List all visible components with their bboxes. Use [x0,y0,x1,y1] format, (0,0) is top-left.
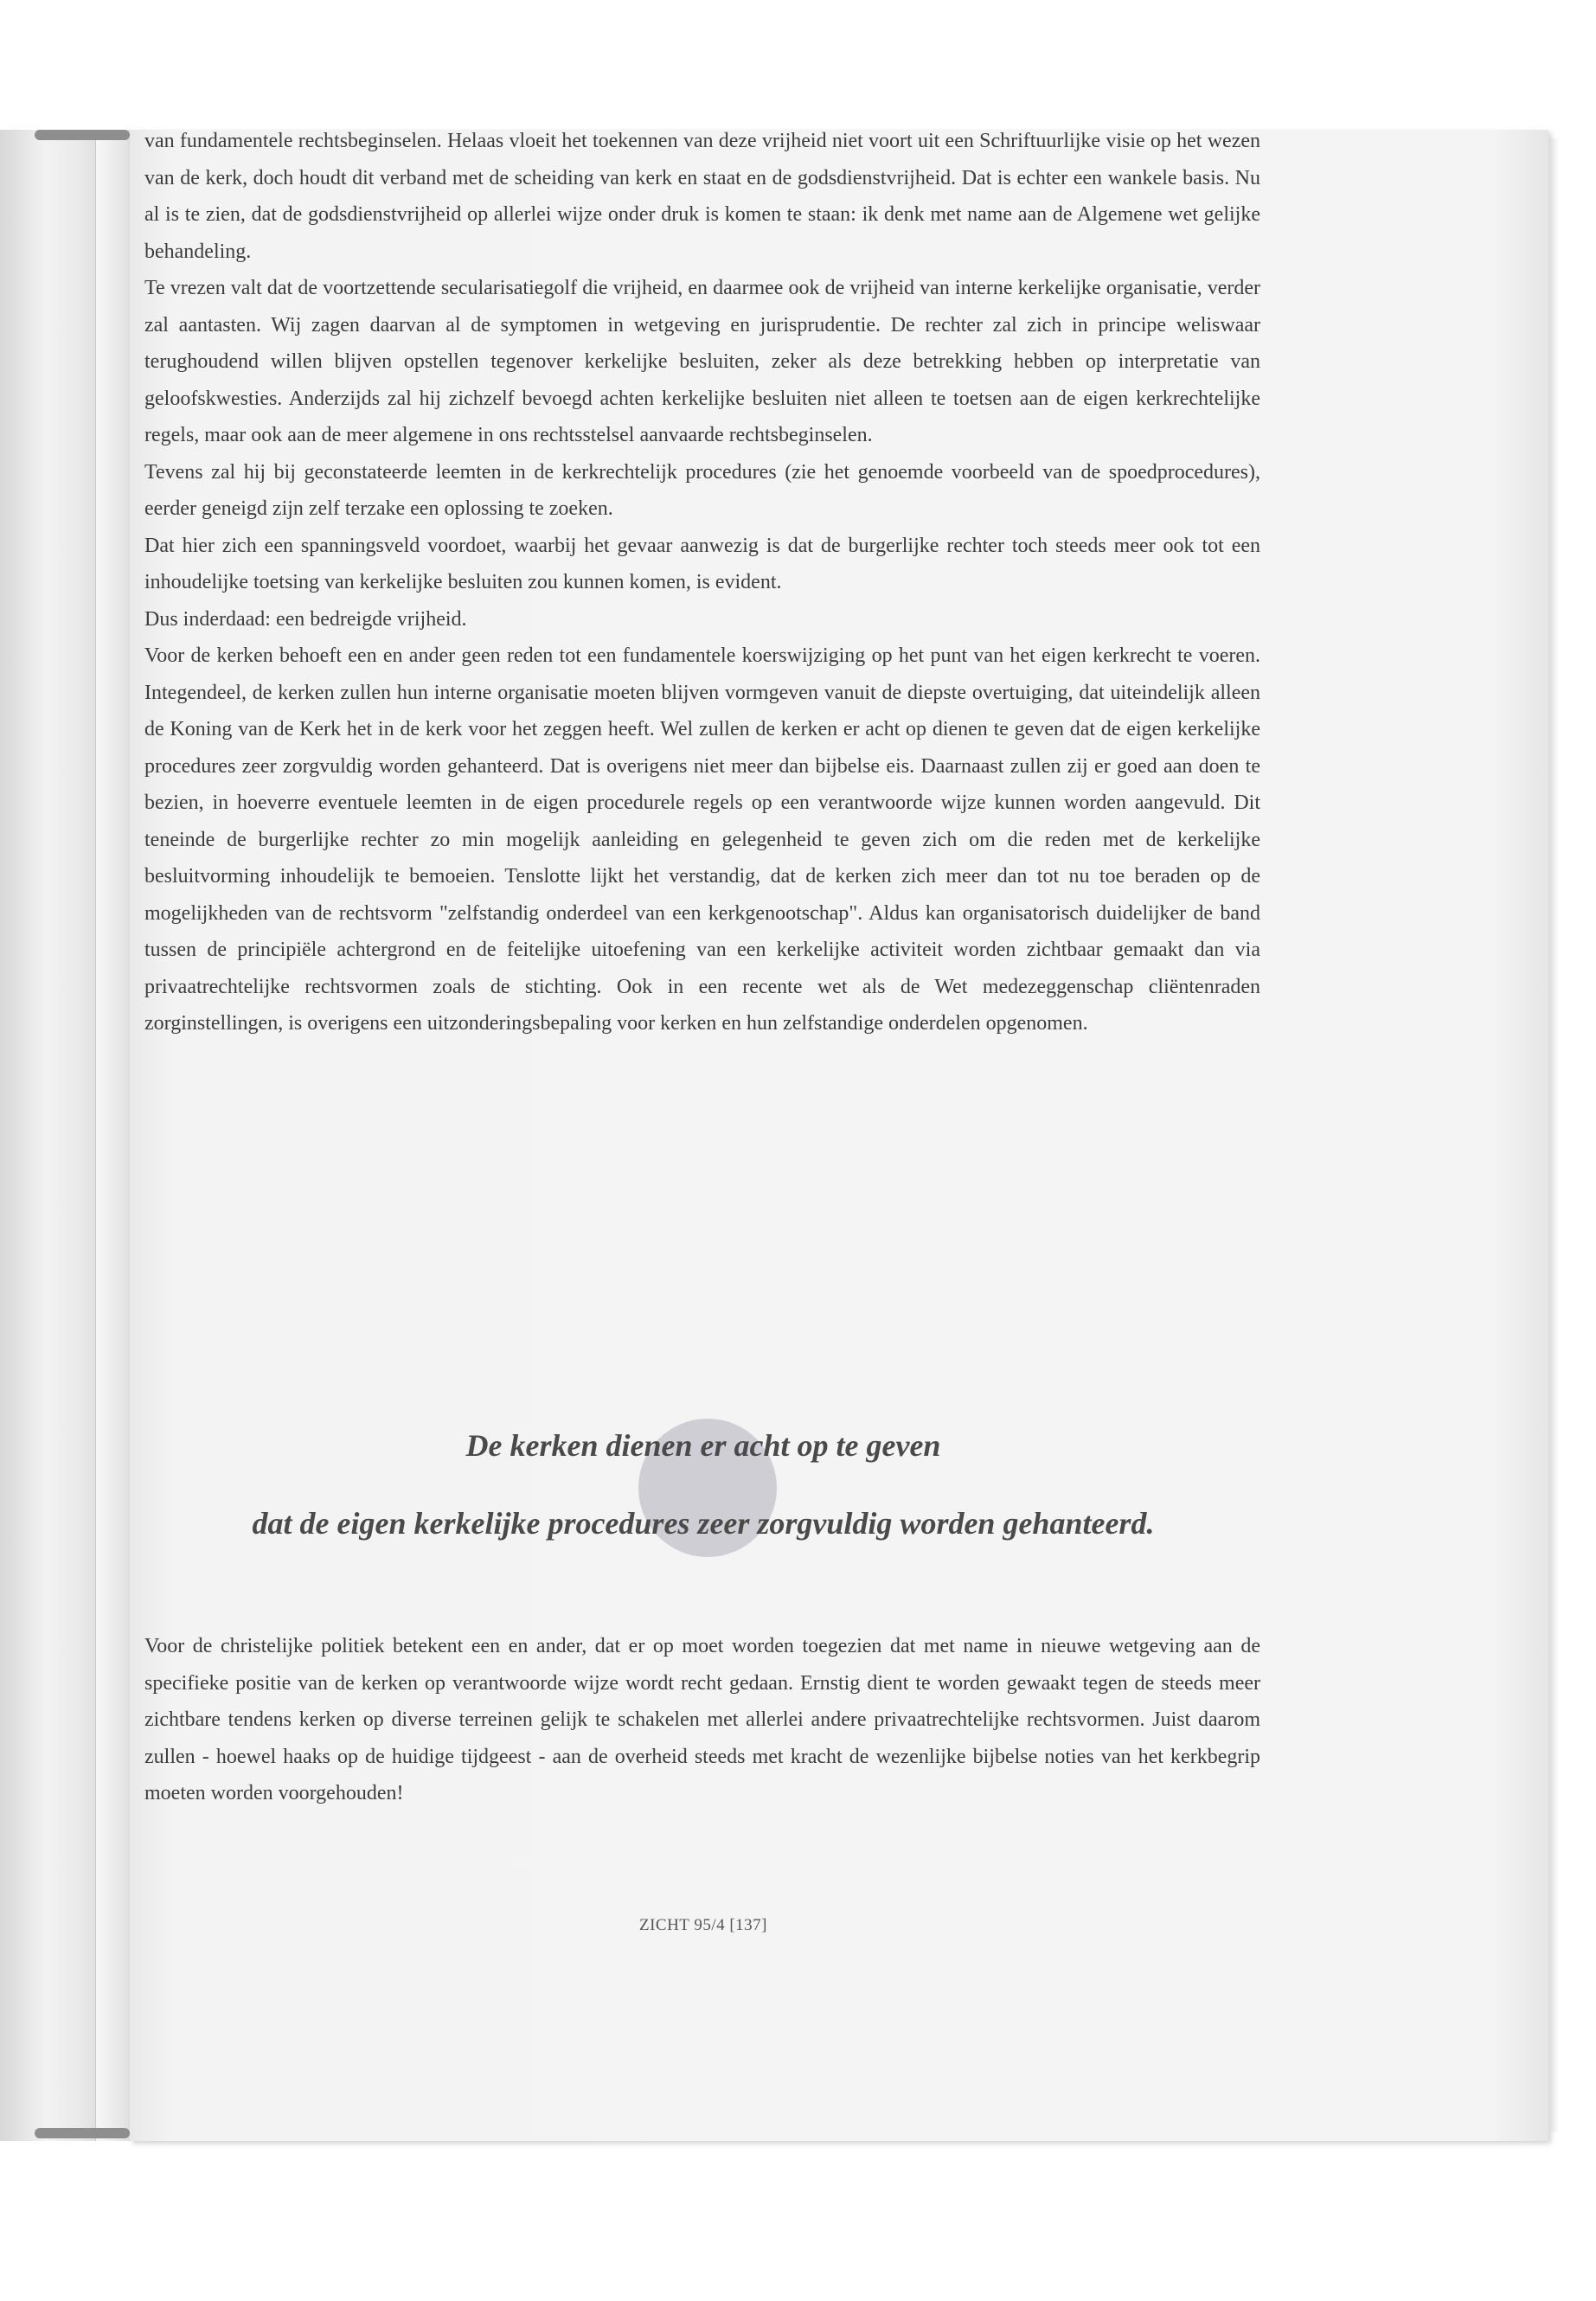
pull-quote-line-2: dat de eigen kerkelijke procedures zeer zorgvuldig worden gehanteerd. [252,1506,1155,1541]
paragraph: Tevens zal hij bij geconstateerde leemten in de kerkrechtelijk procedures (zie het genoemde voorbeeld van de spoedprocedures), eerder geneigd zijn zelf terzake een oplossing te zoeken. [144,460,1260,520]
paragraph: van fundamentele rechtsbeginselen. Helaas vloeit het toekennen van deze vrijheid niet voort uit een Schriftuurlijke visie op het wezen van de kerk, doch houdt dit verband met de scheiding van kerk en staat en de godsdienstvrijheid. Dat is echter een wankele basis. Nu al is te zien, dat de godsdienstvrijheid op allerlei wijze onder druk is komen te staan: ik denk met name aan de Algemene wet gelijke behandeling. [144,130,1260,263]
body-text [144,123,1260,1042]
paragraph: Voor de kerken behoeft een en ander geen reden tot een fundamentele koerswijziging op het punt van het eigen kerkrecht te voeren. Integendeel, de kerken zullen hun interne organisatie moeten blijven vormgeven vanuit de diepste overtuiging, dat uiteindelijk alleen de Koning van de Kerk het in de kerk voor het zeggen heeft. Wel zullen de kerken er acht op dienen te geven dat de eigen kerkelijke procedures zeer zorgvuldig worden gehanteerd. Dat is overigens niet meer dan bijbelse eis. Daarnaast zullen zij er goed aan doen te bezien, in hoeverre eventuele leemten in de eigen procedurele regels op een verantwoorde wijze kunnen worden aangevuld. Dit teneinde de burgerlijke rechter zo min mogelijk aanleiding en gelegenheid te geven zich om die reden met de kerkelijke besluitvorming inhoudelijk te bemoeien. Tenslotte lijkt het verstandig, dat de kerken zich meer dan tot nu toe beraden op de mogelijkheden van de rechtsvorm "zelfstandig onderdeel van een kerkgenootschap". Aldus kan organisatorisch duidelijker de band tussen de principiële achtergrond en de feitelijke uitoefening van een kerkelijke activiteit worden zichtbaar gemaakt dan via privaatrechtelijke rechtsvormen zoals de stichting. Ook in een recente wet als de Wet medezeggenschap cliëntenraden zorginstellingen, is overigens een uitzonderingsbepaling voor kerken en hun zelfstandige onderdelen opgenomen. [144,644,1260,1035]
closing-paragraph: Voor de christelijke politiek betekent een en ander, dat er op moet worden toegezien dat met name in nieuwe wetgeving aan de specifieke positie van de kerken op verantwoorde wijze wordt recht gedaan. Ernstig dient te worden gewaakt tegen de steeds meer zichtbare tendens kerken op diverse terreinen gelijk te schakelen met allerlei andere privaatrechtelijke rechtsvormen. Juist daarom zullen - hoewel haaks op de huidige tijdgeest - aan de overheid steeds met kracht de wezenlijke bijbelse noties van het kerkbegrip moeten worden voorgehouden! [144,1635,1260,1804]
page-footer: ZICHT 95/4 [137] [638,1916,768,1934]
binder-ring-bottom [35,2128,130,2138]
binder-spine-strip [95,130,131,2141]
paragraph: Te vrezen valt dat de voortzettende secularisatiegolf die vrijheid, en daarmee ook de vrijheid van interne kerkelijke organisatie, verder zal aantasten. Wij zagen daarvan al de symptomen in wetgeving en jurisprudentie. De rechter zal zich in principe weliswaar terughoudend willen blijven opstellen tegenover kerkelijke besluiten, zeker als deze betrekking hebben op interpretatie van geloofskwesties. Anderzijds zal hij zichzelf bevoegd achten kerkelijke besluiten niet alleen te toetsen aan de eigen kerkrechtelijke regels, maar ook aan de meer algemene in ons rechtsstelsel aanvaarde rechtsbeginselen. [144,277,1260,446]
binder-ring-top [35,130,130,140]
pull-quote-line-1: De kerken dienen er acht op te geven [465,1428,941,1463]
paragraph: Dus inderdaad: een bedreigde vrijheid. [144,607,467,631]
page-edge [1548,138,1559,2132]
paragraph: Dat hier zich een spanningsveld voordoet, waarbij het gevaar aanwezig is dat de burgerlijke rechter toch steeds meer ook tot een inhoudelijke toetsing van kerkelijke besluiten zou kunnen komen, is evident. [144,534,1260,593]
